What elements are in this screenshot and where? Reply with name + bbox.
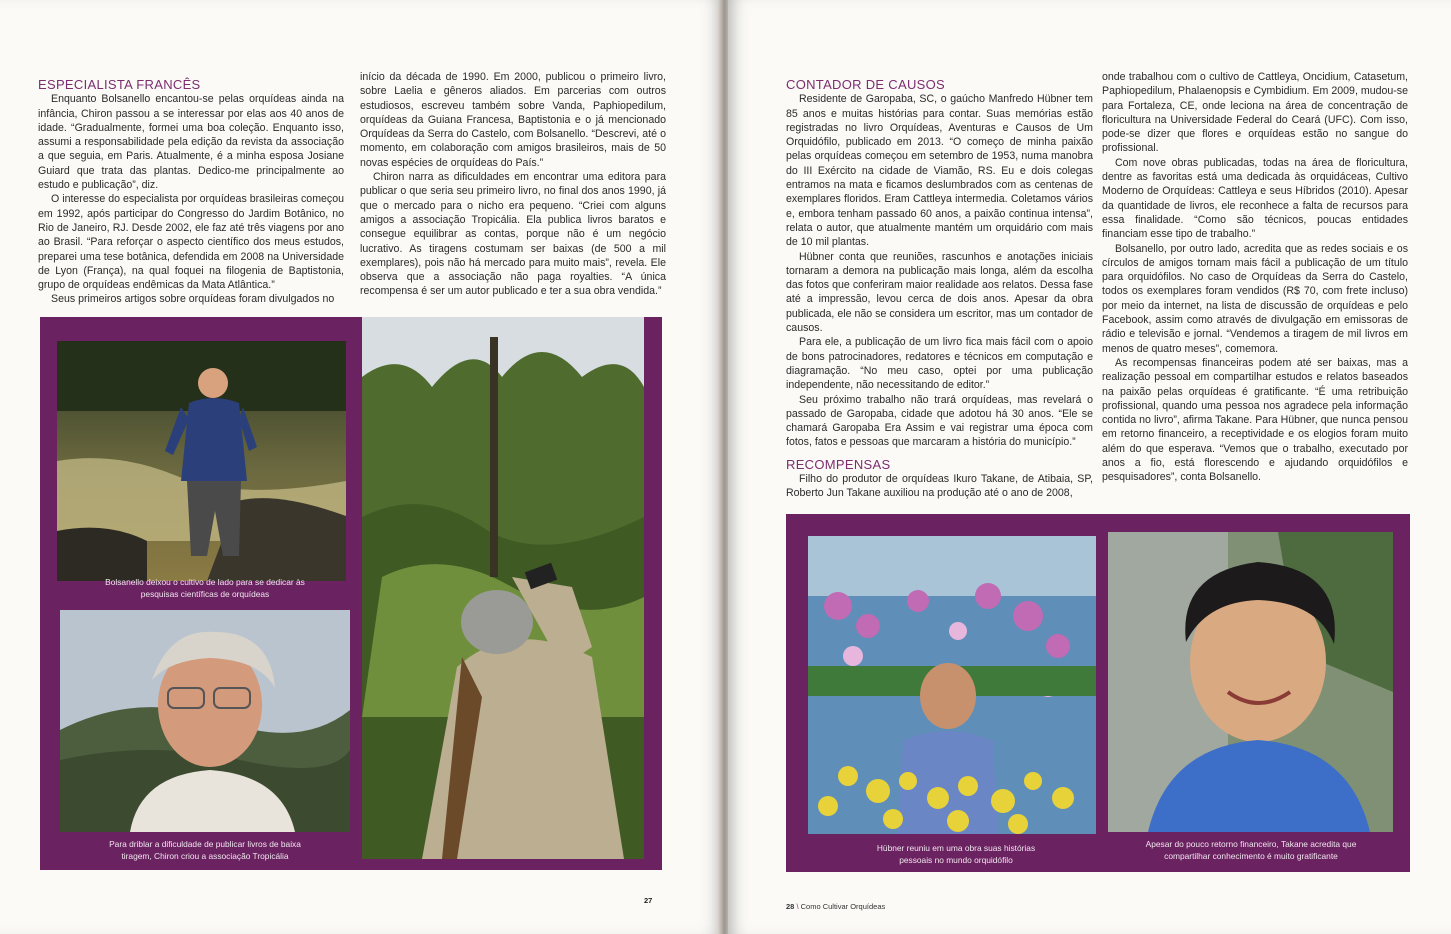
photo-caption-3: Hübner reuniu em uma obra suas histórias pessoais no mundo orquidófilo — [876, 843, 1036, 865]
paragraph: Seus primeiros artigos sobre orquídeas foram divulgados no — [51, 293, 335, 306]
page-footer — [786, 902, 885, 911]
photo-hubner-orchids — [808, 536, 1096, 834]
left-page — [0, 0, 722, 934]
paragraph: Enquanto Bolsanello encantou-se pelas orquídeas ainda na infância, Chiron passou a se interessar por elas aos 40 anos de idade. “Gradualmente, formei uma boa coleção. Enquanto isso, assumi a responsabilidade pela edição da revista da associação a que seguia, em Paris. Atualmente, é a minha esposa Josiane Guiard que trata das plantas. Dedico-me principalmente ao estudo e publicação”, diz. — [38, 93, 344, 192]
paragraph: Para ele, a publicação de um livro fica mais fácil com o apoio de bons patrocinadores, redatores e técnicos em computação e diagramação. “No meu caso, optei por uma publicação independente, não necessitando de editor.” — [786, 336, 1093, 392]
paragraph: Seu próximo trabalho não trará orquídeas, mas revelará o passado de Garopaba, cidade que adotou há 30 anos. “Ele se chamará Garopaba Era Assim e vai registrar uma época com fotos, fatos e pessoas que marcaram a história do município.” — [786, 393, 1093, 449]
paragraph: O interesse do especialista por orquídeas brasileiras começou em 1992, após participar do Congresso do Jardim Botânico, no Rio de Janeiro, RJ. Desde 2002, ele faz até três viagens por ano ao Brasil. “Para reforçar o aspecto científico dos meus estudos, preparei uma tese botânica, defendida em 2008 na Universidade de Lyon (França), na qual foquei na filogenia de Baptistonia, grupo de orquídeas endêmicas da Mata Atlântica.” — [38, 193, 344, 292]
paragraph: Com nove obras publicadas, todas na área de floricultura, dentre as favoritas está uma dedicada às orquidáceas, Cultivo Moderno de Orquídeas: Cattleya e seus Híbridos (2010). Apesar da quantidade de livros, ele reconhece a falta de recursos para essa finalidade. “Como são técnicos, poucas entidades financiam esse tipo de trabalho.” — [1102, 156, 1408, 241]
portrait-image — [1108, 532, 1393, 832]
section-heading-recompensas: RECOMPENSAS — [786, 456, 891, 472]
right-page — [728, 0, 1451, 934]
right-column-2 — [1102, 70, 1408, 485]
paragraph: Residente de Garopaba, SC, o gaúcho Manfredo Hübner tem 85 anos e muitas histórias para contar. Suas memórias estão registradas no livro Orquídeas, Aventuras e Causos de Um Orquidófilo, publicado em 2013. “O começo de minha paixão pelas orquídeas começou em setembro de 1953, numa manobra do III Exército na cidade de Viamão, RS. Eu e dois colegas entramos na mata e ficamos deslumbrados com as centenas de exemplares floridos. Eram Cattleya intermedia. Coletamos vários e, embora tenham passado 60 anos, a paixão continua intensa”, relata o autor, que atualmente mantém um orquidário com mais de 10 mil plantas. — [786, 93, 1093, 249]
orchid-greenhouse-image — [808, 536, 1096, 834]
photo-takane-portrait — [1108, 532, 1393, 832]
waterfall-scene-image — [57, 341, 346, 581]
paragraph: Filho do produtor de orquídeas Ikuro Takane, de Atibaia, SP, Roberto Jun Takane auxiliou na produção até o ano de 2008, — [786, 473, 1093, 500]
right-column-1 — [786, 78, 1093, 501]
photo-panel — [40, 317, 662, 870]
photo-caption-1: Bolsanello deixou o cultivo de lado para se dedicar às pesquisas científicas de orquídeas — [105, 577, 305, 599]
paragraph: Bolsanello, por outro lado, acredita que as redes sociais e os círculos de amigos tornam mais fácil a publicação de um título para orquidófilos. No caso de Orquídeas da Serra do Castelo, todos os exemplares foram vendidos (R$ 70, com frete incluso) por meio da internet, na lista de discussão de orquídeas e pelo Facebook, assim como através de divulgação em emissoras de rádio e televisão e jornal. “Vendemos a tiragem de mil livros em menos de quatro meses”, comemora. — [1102, 242, 1408, 355]
photo-caption-2: Para driblar a dificuldade de publicar livros de baixa tiragem, Chiron criou a associação Tropicália — [109, 839, 301, 861]
left-column-1 — [38, 78, 344, 307]
section-heading-contador: CONTADOR DE CAUSOS — [786, 77, 946, 92]
photo-jungle-photographer — [362, 317, 644, 859]
portrait-image — [60, 610, 350, 832]
paragraph: onde trabalhou com o cultivo de Cattleya, Oncidium, Catasetum, Paphiopedilum, Phalaenopsis e Cymbidium. Em 2009, mudou-se para Fortaleza, CE, onde leciona na área de concentração de floricultura na Universidade Federal do Ceará (UFC). Com isso, pode-se dizer que flores e orquídeas estão no sangue do profissional. — [1102, 71, 1408, 155]
paragraph: As recompensas financeiras podem até ser baixas, mas a realização pessoal em compartilhar estudos e relatos baseados na paixão pelas orquídeas é gratificante. “É uma retribuição profissional, quando uma pessoa nos agradece pela informação contida no livro”, afirma Takane. Para Hübner, que nunca pensou em retorno financeiro, a receptividade e os elogios foram muito além do que esperava. “Vemos que o trabalho, executado por anos a fio, está florescendo e ajudando orquidófilos e pesquisadores”, conta Bolsanello. — [1102, 356, 1408, 484]
page-number-right: 28 — [786, 902, 795, 911]
footer-separator: \ — [796, 902, 799, 911]
paragraph: início da década de 1990. Em 2000, publicou o primeiro livro, sobre Laelia e gêneros aliados. Em parcerias com outros estudiosos, escreveu também sobre Vanda, Paphiopedilum, orquídeas da Guiana Francesa, Baptistonia e o já mencionado Orquídeas da Serra do Castelo, com Bolsanello. “Descrevi, até o momento, em colaboração com amigos brasileiros, mais de 50 novas espécies de orquídeas do País.” — [360, 71, 666, 169]
photo-bolsanello-waterfall — [57, 341, 346, 581]
photo-caption-4: Apesar do pouco retorno financeiro, Takane acredita que compartilhar conhecimento é muito gratificante — [1145, 839, 1357, 861]
left-column-2 — [360, 70, 666, 299]
magazine-name: Como Cultivar Orquídeas — [800, 902, 886, 911]
photo-panel — [786, 514, 1410, 872]
page-number-left: 27 — [644, 896, 653, 905]
paragraph: Hübner conta que reuniões, rascunhos e anotações iniciais tornaram a demora na publicação mais longa, além da escolha das fotos que conferiram maior realidade aos relatos. Dessa fase até a impressão, levou cerca de dois anos. Apesar da obra publicada, ele não se considera um escritor, mas um contador de causos. — [786, 250, 1093, 335]
section-heading-especialista: ESPECIALISTA FRANCÊS — [38, 77, 201, 92]
jungle-scene-image — [362, 317, 644, 859]
photo-chiron-portrait — [60, 610, 350, 832]
paragraph: Chiron narra as dificuldades em encontrar uma editora para publicar o que seria seu primeiro livro, no final dos anos 1990, já que o mercado para o nicho era pequeno. “Criei com alguns amigos a associação Tropicália. Ela publica livros baratos e consegue equilibrar as contas, porque não é um negócio lucrativo. As tiragens costumam ser baixas (de 500 a mil exemplares), pois não há mercado para muito mais”, revela. Ele observa que a associação não paga royalties. “A única recompensa é ser um autor publicado e ter a sua obra vendida.” — [360, 171, 666, 298]
